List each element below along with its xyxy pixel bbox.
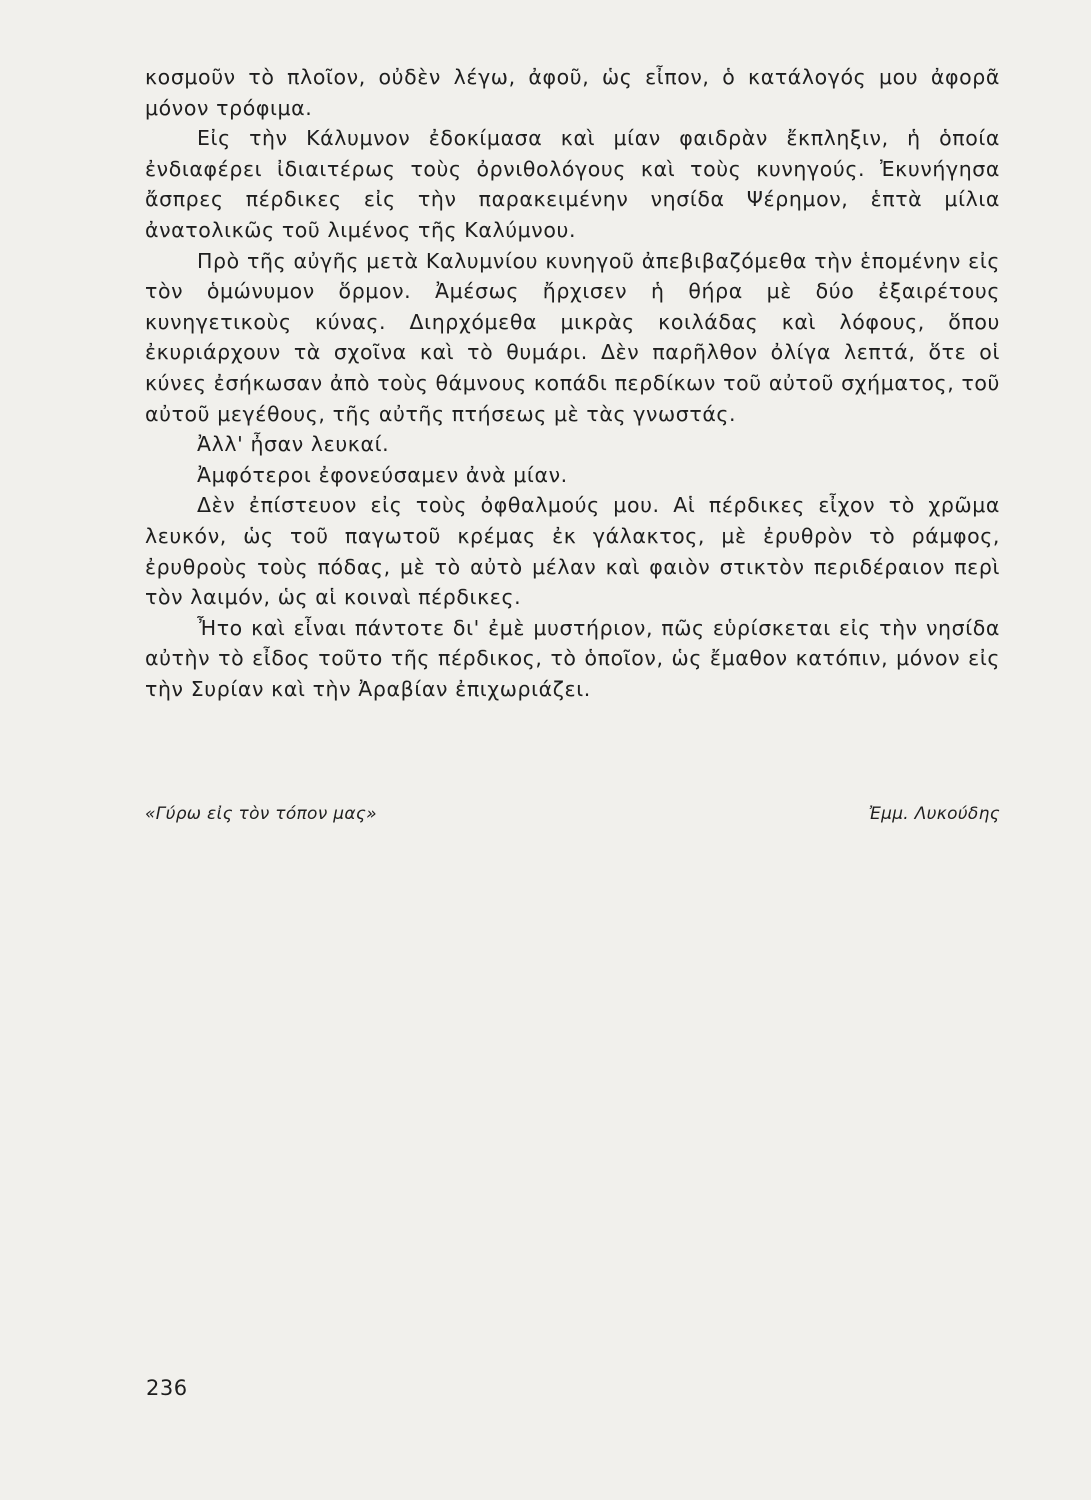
- author-name: Ἐμμ. Λυκούδης: [868, 804, 1000, 824]
- body-text: [145, 62, 1000, 704]
- paragraph-7: Ἦτο καὶ εἶναι πάντοτε δι' ἐμὲ μυστήριον, πῶς εὑρίσκεται εἰς τὴν νησίδα αὐτὴν τὸ εἶδος τοῦτο τῆς πέρδικος, τὸ ὁποῖον, ὡς ἔμαθον κατόπιν, μόνον εἰς τὴν Συρίαν καὶ τὴν Ἀραβίαν ἐπιχωριάζει.: [145, 615, 1000, 701]
- paragraph-5: Ἀμφότεροι ἐφονεύσαμεν ἀνὰ μίαν.: [197, 462, 568, 487]
- page-number: 236: [146, 1376, 188, 1400]
- paragraph-1: κοσμοῦν τὸ πλοῖον, οὐδὲν λέγω, ἀφοῦ, ὡς εἶπον, ὁ κατάλογός μου ἀφορᾶ μόνον τρόφιμα.: [145, 65, 1000, 120]
- paragraph-6: Δὲν ἐπίστευον εἰς τοὺς ὀφθαλμούς μου. Αἱ πέρδικες εἶχον τὸ χρῶμα λευκόν, ὡς τοῦ παγωτοῦ κρέμας ἐκ γάλακτος, μὲ ἐρυθρὸν τὸ ράμφος, ἐρυθροὺς τοὺς πόδας, μὲ τὸ αὐτὸ μέλαν καὶ φαιὸν στικτὸν περιδέραιον περὶ τὸν λαιμόν, ὡς αἱ κοιναὶ πέρδικες.: [145, 493, 1000, 610]
- paragraph-4: Ἀλλ' ἦσαν λευκαί.: [197, 432, 390, 457]
- paragraph-3: Πρὸ τῆς αὐγῆς μετὰ Καλυμνίου κυνηγοῦ ἀπεβιβαζόμεθα τὴν ἑπομένην εἰς τὸν ὁμώνυμον ὅρμον. Ἀμέσως ἤρχισεν ἡ θήρα μὲ δύο ἐξαιρέτους κυνηγετικοὺς κύνας. Διηρχόμεθα μικρὰς κοιλάδας καὶ λόφους, ὅπου ἐκυριάρχουν τὰ σχοῖνα καὶ τὸ θυμάρι. Δὲν παρῆλθον ὀλίγα λεπτά, ὅτε οἱ κύνες ἐσήκωσαν ἀπὸ τοὺς θάμνους κοπάδι περδίκων τοῦ αὐτοῦ σχήματος, τοῦ αὐτοῦ μεγέθους, τῆς αὐτῆς πτήσεως μὲ τὰς γνωστάς.: [145, 248, 1000, 426]
- paragraph-2: Εἰς τὴν Κάλυμνον ἐδοκίμασα καὶ μίαν φαιδρὰν ἔκπληξιν, ἡ ὁποία ἐνδιαφέρει ἰδιαιτέρως τοὺς ὀρνιθολόγους καὶ τοὺς κυνηγούς. Ἐκυνήγησα ἄσπρες πέρδικες εἰς τὴν παρακειμένην νησίδα Ψέρημον, ἑπτὰ μίλια ἀνατολικῶς τοῦ λιμένος τῆς Καλύμνου.: [145, 126, 1000, 242]
- source-title: «Γύρω εἰς τὸν τόπον μας»: [145, 804, 377, 824]
